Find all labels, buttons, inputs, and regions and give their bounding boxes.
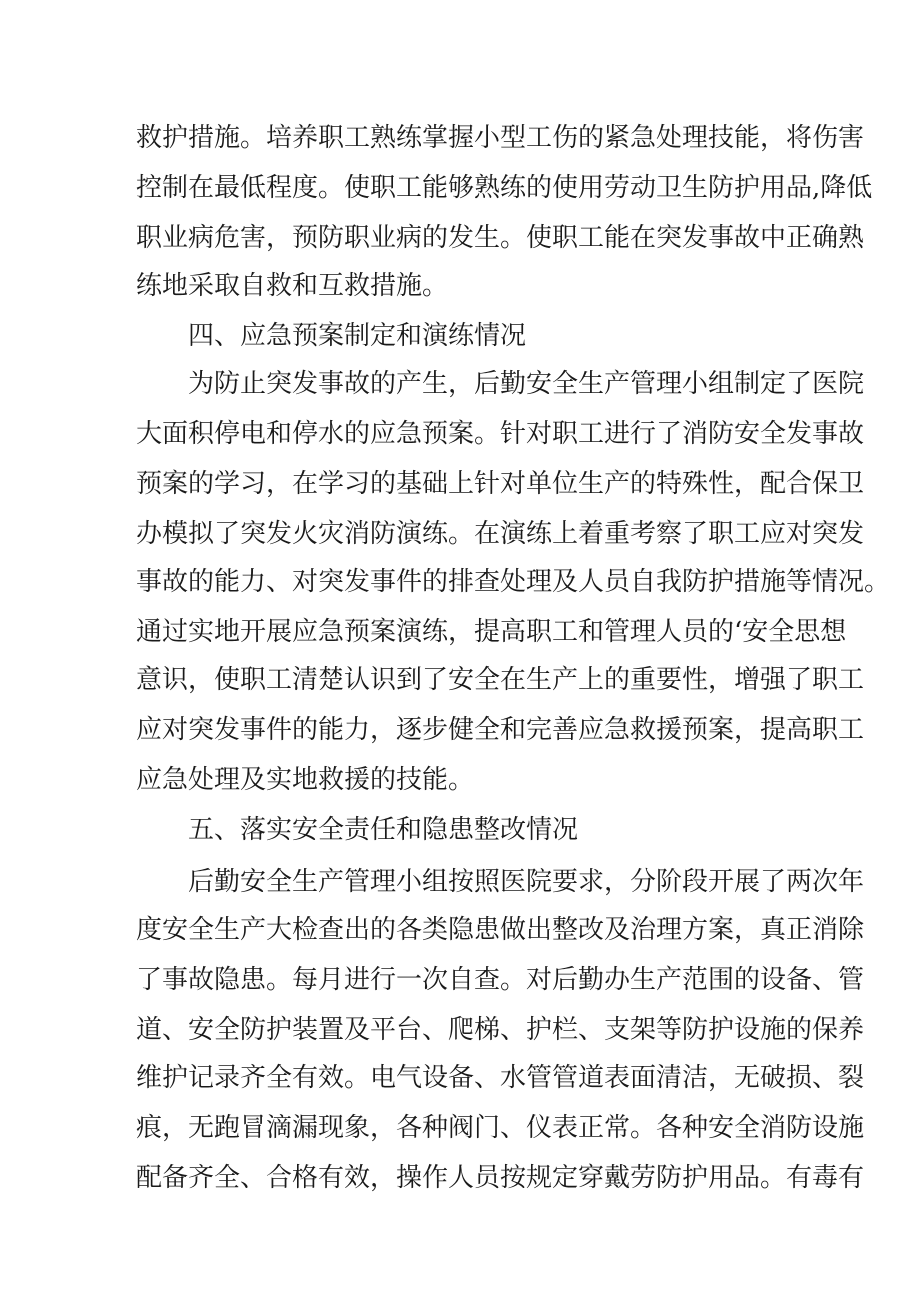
paragraph-line: 练地采取自救和互救措施。 [136,271,449,301]
paragraph-line: 职业病危害，预防职业病的发生。使职工能在突发事故中正确熟 [136,223,865,253]
paragraph-line: 意识，使职工清楚认识到了安全在生产上的重要性，增强了职工 [136,665,865,695]
paragraph-line: 度安全生产大检查出的各类隐患做出整改及治理方案，真正消除 [136,915,865,945]
section-heading: 五、落实安全责任和隐患整改情况 [188,815,579,845]
paragraph-line: 配备齐全、合格有效，操作人员按规定穿戴劳防护用品。有毒有 [136,1163,865,1193]
section-heading: 四、应急预案制定和演练情况 [188,321,527,351]
paragraph-line: 应急处理及实地救援的技能。 [136,765,475,795]
paragraph-line: 后勤安全生产管理小组按照医院要求，分阶段开展了两次年 [188,867,865,897]
paragraph-line: 办模拟了突发火灾消防演练。在演练上着重考察了职工应对突发 [136,519,865,549]
paragraph-line: 维护记录齐全有效。电气设备、水管管道表面清洁，无破损、裂 [136,1063,865,1093]
paragraph-line: 事故的能力、对突发事件的排查处理及人员自我防护措施等情况。 [136,567,891,597]
paragraph-line: 控制在最低程度。使职工能够熟练的使用劳动卫生防护用品,降低 [136,173,873,203]
paragraph-line: 痕，无跑冒滴漏现象，各种阀门、仪表正常。各种安全消防设施 [136,1113,865,1143]
paragraph-line: 为防止突发事故的产生，后勤安全生产管理小组制定了医院 [188,369,865,399]
paragraph-line: 预案的学习，在学习的基础上针对单位生产的特殊性，配合保卫 [136,469,865,499]
paragraph-line: 了事故隐患。每月进行一次自查。对后勤办生产范围的设备、管 [136,965,865,995]
paragraph-line: 大面积停电和停水的应急预案。针对职工进行了消防安全发事故 [136,419,865,449]
paragraph-line: 救护措施。培养职工熟练掌握小型工伤的紧急处理技能，将伤害 [136,123,865,153]
paragraph-line: 通过实地开展应急预案演练，提高职工和管理人员的‘安全思想 [136,617,847,647]
paragraph-line: 道、安全防护装置及平台、爬梯、护栏、支架等防护设施的保养 [136,1015,865,1045]
paragraph-line: 应对突发事件的能力，逐步健全和完善应急救援预案，提高职工 [136,715,865,745]
